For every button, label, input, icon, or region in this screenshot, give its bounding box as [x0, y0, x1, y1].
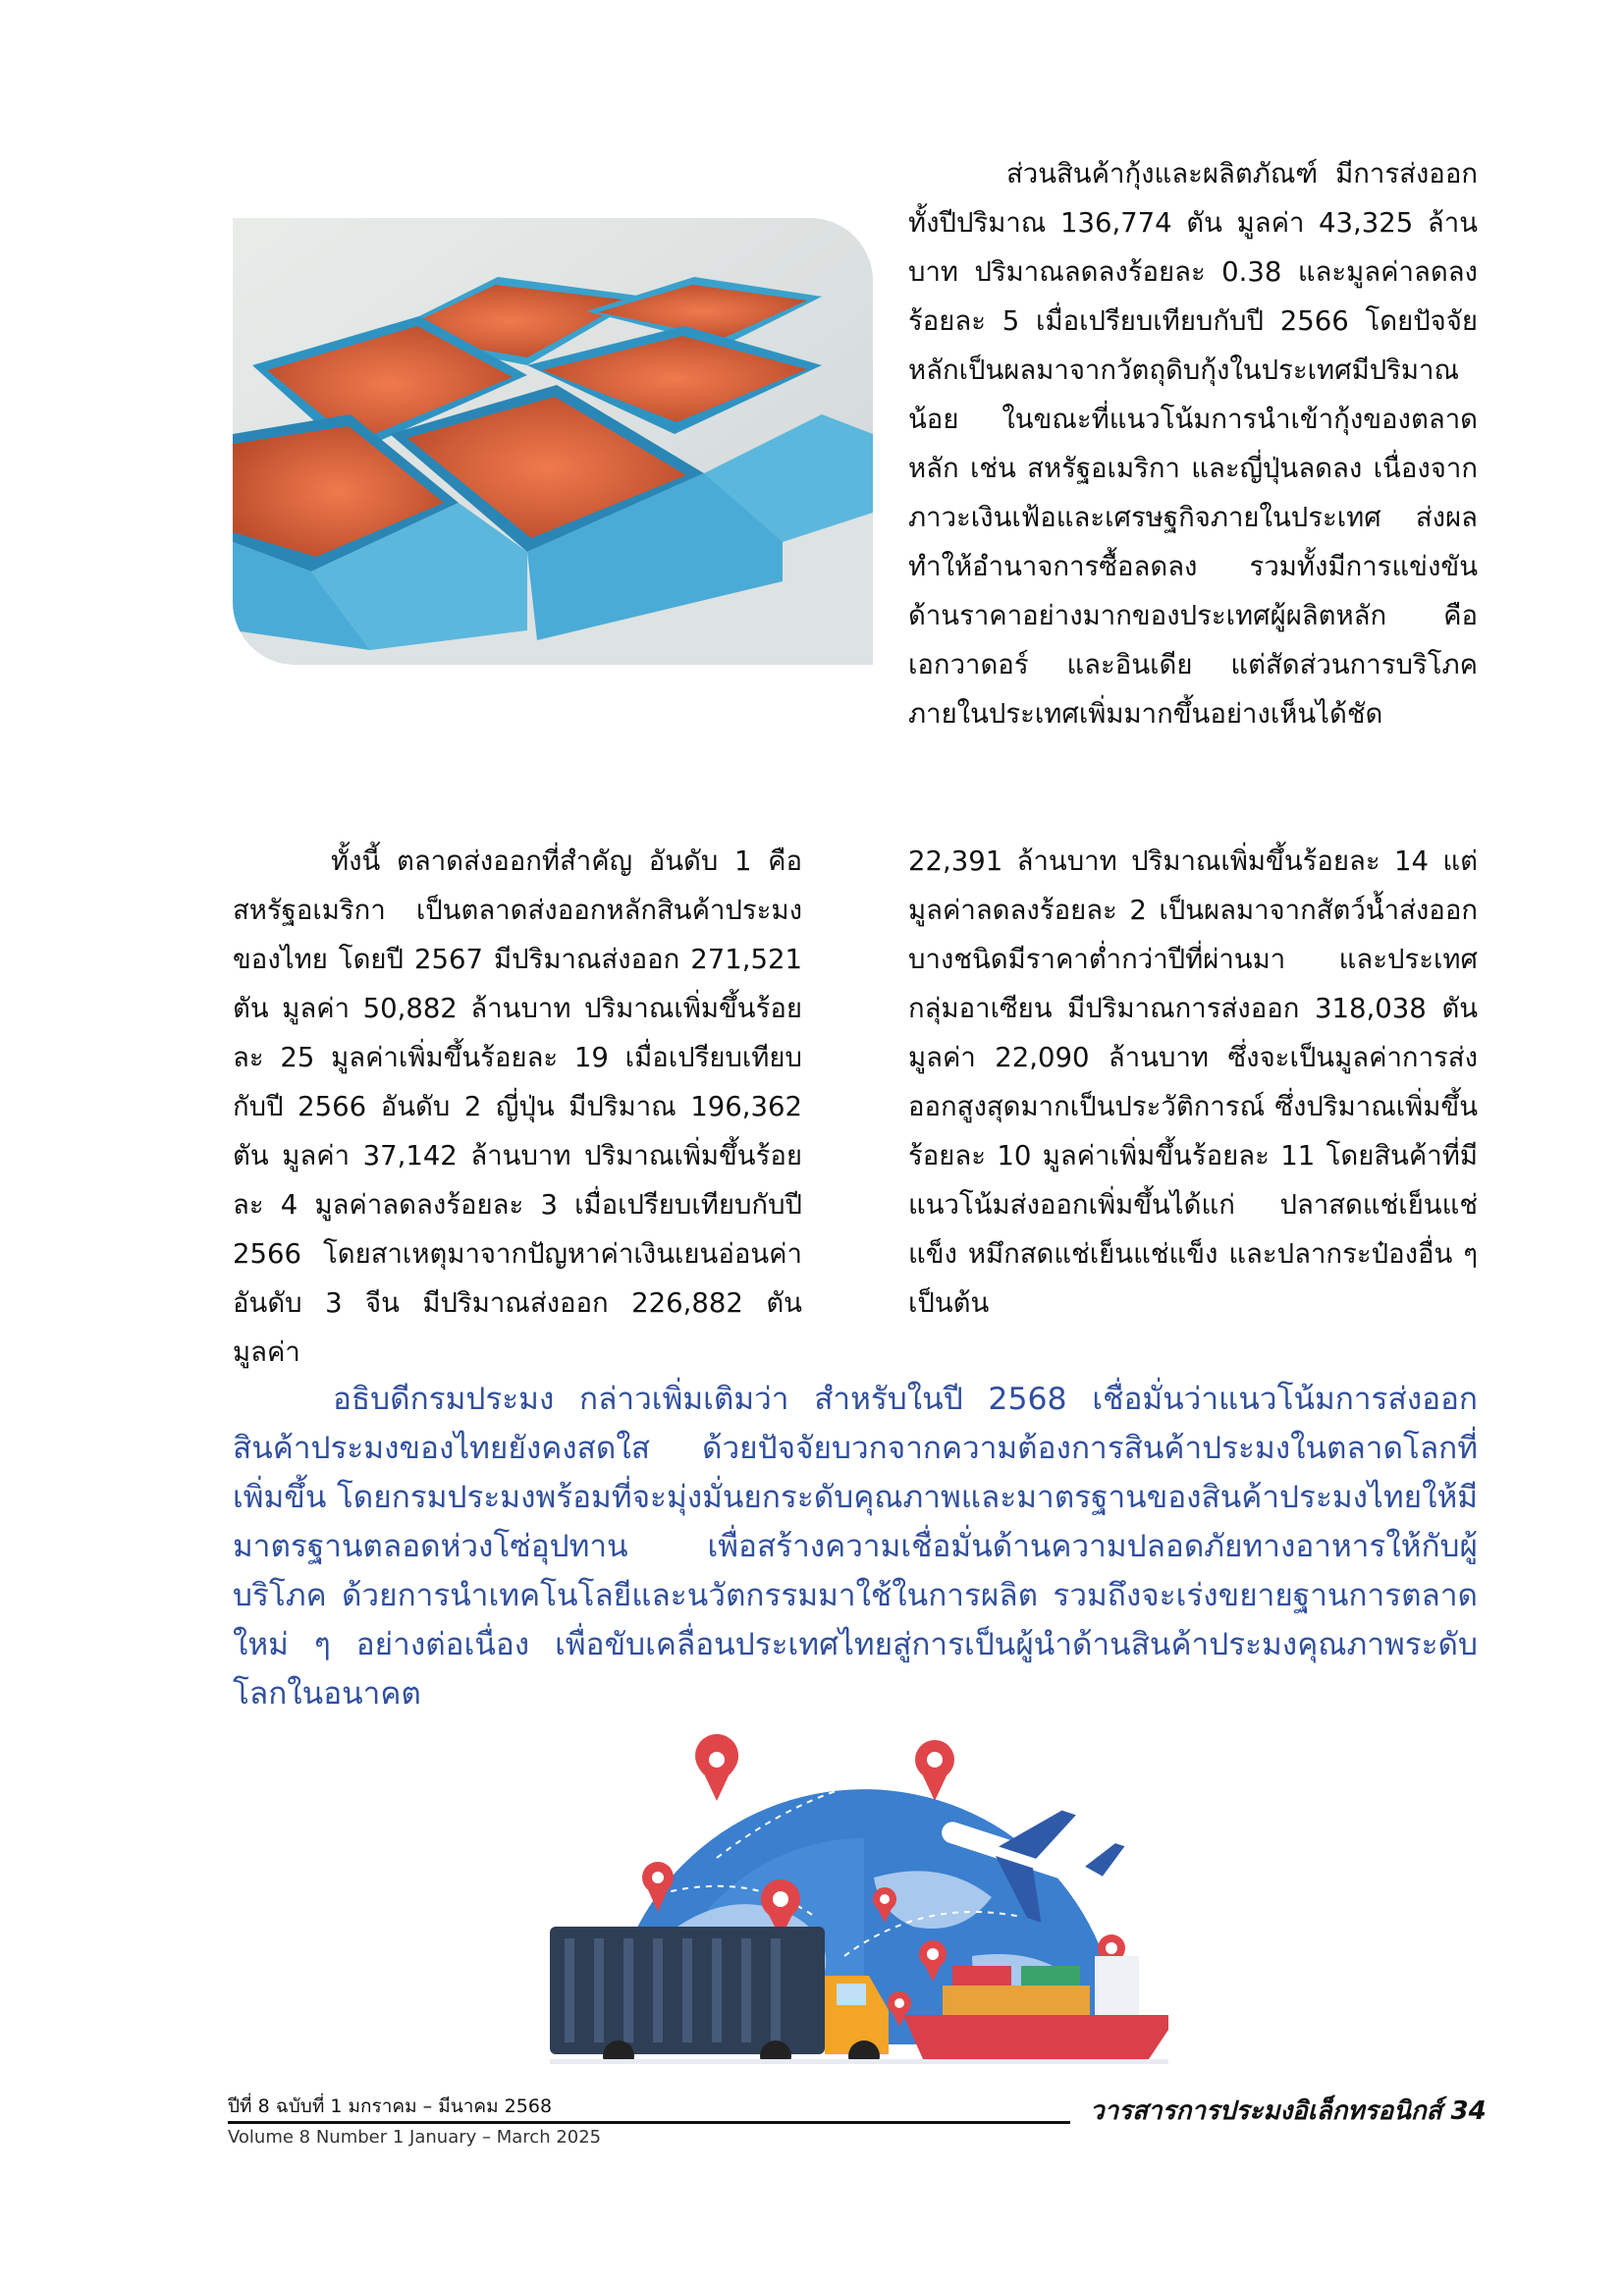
shrimp-boxes-icon — [233, 218, 873, 665]
footer-divider — [228, 2121, 1070, 2124]
footer-journal — [1090, 2091, 1487, 2131]
global-logistics-icon — [550, 1720, 1168, 2064]
highlight-quote — [233, 1375, 1478, 1718]
footer-issue — [228, 2092, 602, 2148]
paragraph-shrimp-exports: ส่วนสินค้ากุ้งและผลิตภัณฑ์ มีการส่งออกทั้งปีปริมาณ 136,774 ตัน มูลค่า 43,325 ล้านบาท ปริมาณลดลงร้อยละ 0.38 และมูลค่าลดลงร้อยละ 5 เมื่อเปรียบเทียบกับปี 2566 โดยปัจจัยหลักเป็นผลมาจากวัตถุดิบกุ้งในประเทศมีปริมาณน้อย ในขณะที่แนวโน้มการนำเข้ากุ้งของตลาดหลัก เช่น สหรัฐอเมริกา และญี่ปุ่นลดลง เนื่องจากภาวะเงินเฟ้อและเศรษฐกิจภายในประเทศ ส่งผลทำให้อำนาจการซื้อลดลง รวมทั้งมีการแข่งขันด้านราคาอย่างมากของประเทศผู้ผลิตหลัก คือ เอกวาดอร์ และอินเดีย แต่สัดส่วนการบริโภคภายในประเทศเพิ่มมากขึ้นอย่างเห็นได้ชัด — [908, 158, 1478, 730]
page-number: 34 — [1450, 2096, 1487, 2126]
article-column-left — [233, 837, 802, 1377]
shrimp-photo — [233, 218, 873, 665]
journal-title: วารสารการประมงอิเล็กทรอนิกส์ — [1090, 2096, 1442, 2126]
paragraph-director-statement: อธิบดีกรมประมง กล่าวเพิ่มเติมว่า สำหรับในปี 2568 เชื่อมั่นว่าแนวโน้มการส่งออกสินค้าประมงของไทยยังคงสดใส ด้วยปัจจัยบวกจากความต้องการสินค้าประมงในตลาดโลกที่เพิ่มขึ้น โดยกรมประมงพร้อมที่จะมุ่งมั่นยกระดับคุณภาพและมาตรฐานของสินค้าประมงไทยให้มีมาตรฐานตลอดห่วงโซ่อุปทาน เพื่อสร้างความเชื่อมั่นด้านความปลอดภัยทางอาหารให้กับผู้บริโภค ด้วยการนำเทคโนโลยีและนวัตกรรมมาใช้ในการผลิต รวมถึงจะเร่งขยายฐานการตลาดใหม่ ๆ อย่างต่อเนื่อง เพื่อขับเคลื่อนประเทศไทยสู่การเป็นผู้นำด้านสินค้าประมงคุณภาพระดับโลกในอนาคต — [233, 1382, 1478, 1712]
paragraph-export-markets: ทั้งนี้ ตลาดส่งออกที่สำคัญ อันดับ 1 คือ สหรัฐอเมริกา เป็นตลาดส่งออกหลักสินค้าประมงของไทย โดยปี 2567 มีปริมาณส่งออก 271,521 ตัน มูลค่า 50,882 ล้านบาท ปริมาณเพิ่มขึ้นร้อยละ 25 มูลค่าเพิ่มขึ้นร้อยละ 19 เมื่อเปรียบเทียบกับปี 2566 อันดับ 2 ญี่ปุ่น มีปริมาณ 196,362 ตัน มูลค่า 37,142 ล้านบาท ปริมาณเพิ่มขึ้นร้อยละ 4 มูลค่าลดลงร้อยละ 3 เมื่อเปรียบเทียบกับปี 2566 โดยสาเหตุมาจากปัญหาค่าเงินเยนอ่อนค่า อันดับ 3 จีน มีปริมาณส่งออก 226,882 ตัน มูลค่า — [233, 845, 802, 1368]
footer-issue-thai: ปีที่ 8 ฉบับที่ 1 มกราคม – มีนาคม 2568 — [228, 2096, 553, 2117]
article-column-right — [908, 837, 1478, 1328]
article-column-top-right — [908, 149, 1478, 738]
paragraph-export-markets-continued: 22,391 ล้านบาท ปริมาณเพิ่มขึ้นร้อยละ 14 แต่มูลค่าลดลงร้อยละ 2 เป็นผลมาจากสัตว์น้ำส่งออกบางชนิดมีราคาต่ำกว่าปีที่ผ่านมา และประเทศกลุ่มอาเซียน มีปริมาณการส่งออก 318,038 ตัน มูลค่า 22,090 ล้านบาท ซึ่งจะเป็นมูลค่าการส่งออกสูงสุดมากเป็นประวัติการณ์ ซึ่งปริมาณเพิ่มขึ้น ร้อยละ 10 มูลค่าเพิ่มขึ้นร้อยละ 11 โดยสินค้าที่มีแนวโน้มส่งออกเพิ่มขึ้นได้แก่ ปลาสดแช่เย็นแช่แข็ง หมึกสดแช่เย็นแช่แข็ง และปลากระป๋องอื่น ๆ เป็นต้น — [908, 845, 1478, 1319]
logistics-illustration — [550, 1720, 1168, 2064]
footer-issue-english: Volume 8 Number 1 January – March 2025 — [228, 2127, 602, 2148]
